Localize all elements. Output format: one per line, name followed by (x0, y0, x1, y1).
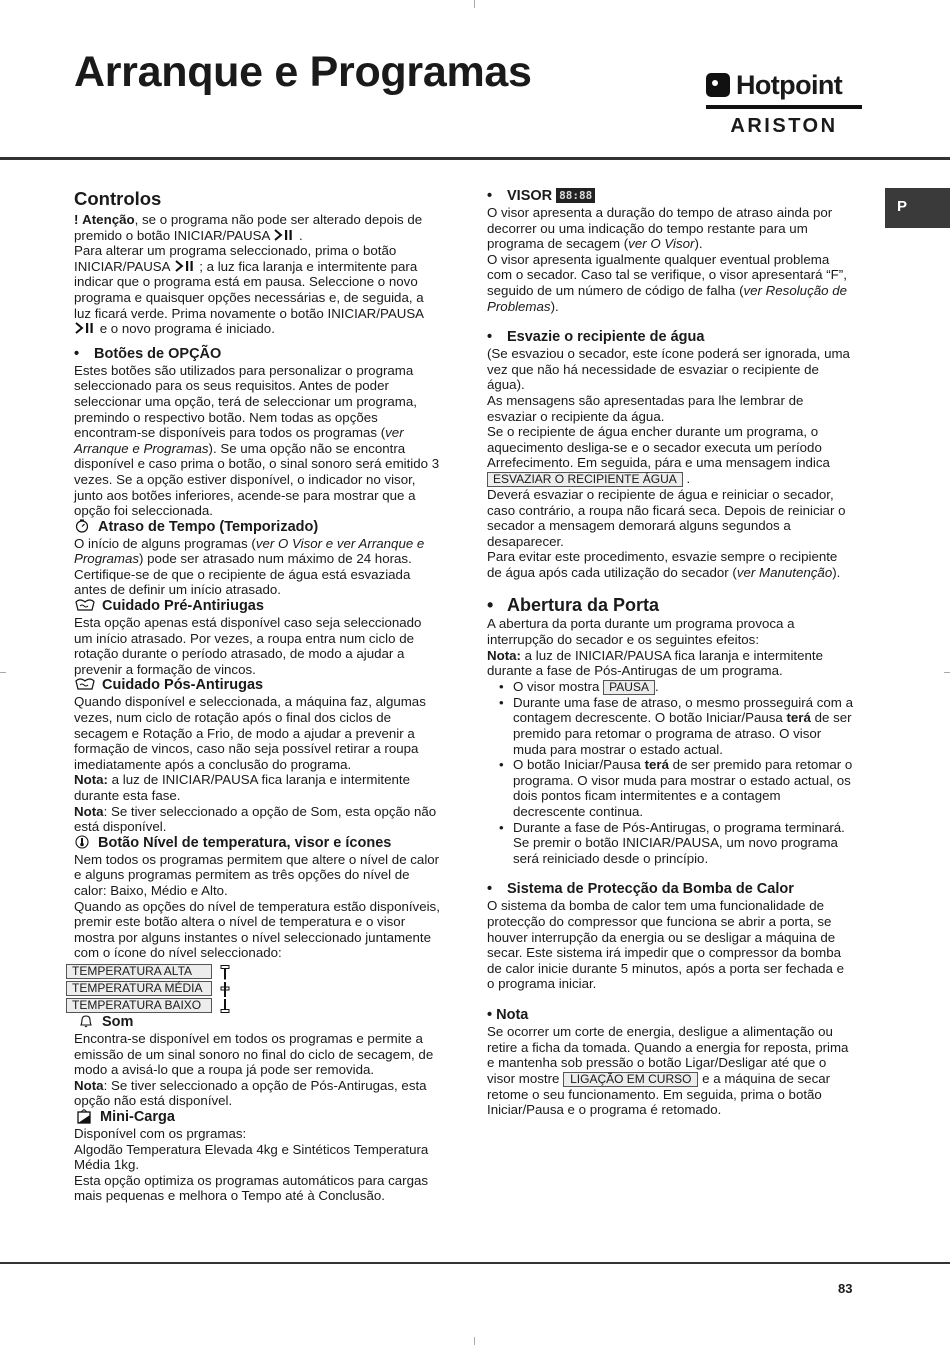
post-note-1 (74, 772, 442, 803)
temperature-level-medium (66, 980, 442, 997)
attention-paragraph (74, 212, 442, 243)
mini-load-paragraph-2: Algodão Temperatura Elevada 4kg e Sintéticos Temperatura Média 1kg. (74, 1141, 429, 1173)
temperature-title-text: Botão Nível de temperatura, visor e ícones (98, 834, 392, 851)
option-text-2: ). Se uma opção não se encontra disponível e caso prima o botão, o sinal sonoro será emitido 3 vezes. Se a opção estiver disponível, o indicador no visor, junto aos botões inferiores, acende-se para mostrar que a opção foi seleccionada. (74, 440, 440, 519)
left-column (74, 188, 442, 1204)
crop-mark (944, 672, 950, 673)
attention-label: Atenção (82, 212, 135, 227)
delay-text-2: ) pode ser atrasado num máximo de 24 horas. Certifique-se de que o recipiente de água está esvaziada antes de definir um início atrasado. (74, 551, 412, 598)
note-text: a luz de INICIAR/PAUSA fica laranja e intermitente durante esta fase. (74, 772, 411, 803)
empty-ref: ver Manutenção (736, 564, 833, 580)
crop-mark (474, 0, 475, 8)
nota-paragraph (487, 1024, 853, 1118)
nota-title-text: Nota (496, 1006, 529, 1023)
temperature-level-low (66, 997, 442, 1014)
crop-mark (0, 672, 6, 673)
mini-load-paragraph-1: Disponível com os prgramas: (74, 1125, 247, 1141)
right-column (487, 188, 853, 1118)
logo-sub-text: ARISTON (730, 115, 838, 137)
visor-heading (487, 188, 853, 205)
temperature-heading (74, 835, 442, 852)
language-tab: P (885, 188, 950, 228)
list-item (513, 757, 853, 819)
post-title-text: Cuidado Pós-Antirugas (102, 677, 264, 694)
door-effects-list (487, 679, 853, 867)
empty-text: . (686, 470, 691, 486)
play-pause-icon (74, 322, 96, 334)
thermo-low-icon (220, 999, 230, 1018)
delay-ref: ver O Visor e ver Arranque e Programas (74, 535, 425, 567)
page-number: 83 (838, 1281, 853, 1296)
door-b2-text: Durante uma fase de atraso, o mesmo prosseguirá com a contagem decrescente. O botão Iniciar/Pausa (513, 694, 853, 726)
door-b3-text: de ser premido para retomar o programa. O visor muda para mostrar o estado actual, os dois pontos ficam intermitentes e a contagem decrescente continua. (513, 757, 853, 819)
visor-text: O visor apresenta igualmente qualquer eventual problema com o secador. Caso tal se verifique, o visor apresentará “F”, seguido de um número de código de falha ( (487, 251, 847, 298)
pre-antiwrinkle-paragraph: Esta opção apenas está disponível caso seja seleccionado um início atrasado. Por vezes, a roupa entra num ciclo de rotação durante o período atrasado, de modo a ajudar a prevenir a formação de vincos. (74, 615, 422, 677)
hotpoint-mark-icon (706, 73, 730, 97)
door-b3-text: O botão Iniciar/Pausa (513, 757, 645, 773)
sound-heading (74, 1014, 442, 1031)
door-b1-end: . (654, 678, 659, 694)
option-paragraph (74, 363, 442, 519)
display-message: TEMPERATURA ALTA (66, 964, 212, 979)
post-antiwrinkle-paragraph: Quando disponível e seleccionada, a máquina faz, algumas vezes, num ciclo de rotação após o final dos ciclos de secagem e Rotação a Frio, de modo a ajudar a prevenir a formação de vincos, caso não seja possível retirar a roupa imediatamente após a conclusão do programa. (74, 694, 426, 772)
visor-text: O visor apresenta a duração do tempo de atraso ainda por decorrer ou uma indicação do tempo restante para um programa de secagem ( (487, 205, 833, 252)
note-label: Nota: (74, 772, 108, 788)
empty-paragraph-1: (Se esvaziou o secador, este ícone poderá ser ignorada, uma vez que não há necessidade de esvaziar o recipiente de água). (487, 346, 850, 393)
empty-text: ). (832, 564, 841, 580)
nota-text: e a máquina de secar retome o seu funcionamento. Em seguida, prima o botão Iniciar/Pausa e o programa é retomado. (487, 1070, 831, 1118)
note-label: Nota: (487, 647, 521, 663)
empty-paragraph-2: As mensagens são apresentadas para lhe lembrar de esvaziar o recipiente da água. (487, 392, 804, 424)
empty-water-heading: • Esvazie o recipiente de água (487, 329, 853, 346)
temperature-level-list (66, 963, 442, 1014)
note-text: : Se tiver seleccionado a opção de Pós-Antirugas, esta opção não está disponível. (74, 1077, 427, 1109)
attention-mark: ! (74, 212, 79, 227)
note-label: Nota (74, 1077, 104, 1093)
pre-title-text: Cuidado Pré-Antiriugas (102, 598, 264, 615)
list-item (513, 679, 853, 695)
display-message: TEMPERATURA MÉDIA (66, 981, 212, 996)
door-note (487, 648, 853, 679)
door-b2-bold: terá (786, 710, 811, 726)
post-note-2 (74, 804, 442, 835)
bell-icon (78, 1014, 96, 1027)
note-text: : Se tiver seleccionado a opção de Som, esta opção não está disponível. (74, 803, 437, 835)
heat-pump-paragraph: O sistema da bomba de calor tem uma funcionalidade de protecção do compressor que funciona se abrir a porta, se houver interrupção da energia ou se desligar a máquina de secar. Este sistema irá impedir que o compressor da bomba de calor inicie durante 5 minutos, após a porta ser fechada e o programa iniciar. (487, 898, 845, 992)
mini-load-icon (76, 1109, 94, 1122)
option-ref: ver Arranque e Programas (74, 425, 404, 456)
empty-paragraph-4: Deverá esvaziar o recipiente de água e reiniciar o secador, caso contrário, a roupa não ficará seca. Depois de reiniciar o secador a mensagem demorará alguns segundos a desaparecer. (487, 486, 846, 549)
empty-paragraph-5 (487, 549, 853, 580)
sound-title-text: Som (102, 1013, 134, 1030)
display-message: TEMPERATURA BAIXO (66, 998, 212, 1013)
thermometer-icon (74, 835, 92, 848)
visor-text: ). (694, 236, 703, 252)
change-text-2: ; a luz fica laranja e intermitente para indicar que o programa está em pausa. Seleccione o novo programa e quaisquer opções necessárias e, de seguida, a luz ficará verde. Prima novamente o botão INICIAR/PAUSA (74, 258, 424, 321)
header-rule (0, 157, 950, 160)
mini-load-paragraph-3: Esta opção optimiza os programas automáticos para cargas mais pequenas e melhora o Tempo até à Conclusão. (74, 1172, 429, 1204)
visor-paragraph-1 (487, 205, 853, 252)
crop-mark (474, 1337, 475, 1345)
mini-title-text: Mini-Carga (100, 1108, 175, 1125)
visor-text: ). (550, 298, 559, 314)
change-text-1: Para alterar um programa seleccionado, prima o botão INICIAR/PAUSA (74, 243, 397, 274)
option-buttons-heading: • Botões de OPÇÃO (74, 346, 442, 363)
controls-heading: Controlos (74, 188, 162, 209)
sound-paragraph: Encontra-se disponível em todos os programas e permite a emissão de um sinal sonoro no final do ciclo de secagem, de modo a avisá-lo que a roupa já pode ser removida. (74, 1030, 434, 1078)
display-message: ESVAZIAR O RECIPIENTE ÁGUA (487, 472, 683, 487)
list-item (513, 695, 853, 757)
nota-text: Se ocorrer um corte de energia, desligue a alimentação ou retire a ficha da tomada. Quando a energia for reposta, prima e mantenha sob pressão o botão Ligar/Desligar até que o visor mostre (487, 1023, 849, 1086)
empty-text: Para evitar este procedimento, esvazie sempre o recipiente de água após cada utilização do secador ( (487, 549, 838, 580)
door-paragraph-1: A abertura da porta durante um programa provoca a interrupção do secador e os seguintes efeitos: (487, 616, 795, 648)
empty-paragraph-3 (487, 424, 853, 487)
delay-heading (74, 519, 442, 536)
anti-wrinkle-icon (74, 677, 96, 690)
lcd-display-icon: 88:88 (556, 188, 595, 203)
brand-logo (706, 68, 862, 138)
sound-note (74, 1078, 442, 1109)
change-program-paragraph (74, 243, 442, 337)
mini-load-heading (74, 1109, 442, 1126)
delay-title-text: Atraso de Tempo (Temporizado) (98, 518, 319, 535)
footer-rule (0, 1262, 950, 1264)
visor-paragraph-2 (487, 252, 853, 314)
door-opening-heading: • Abertura da Porta (487, 595, 853, 616)
empty-text: Se o recipiente de água encher durante um programa, o aquecimento desliga-se e o secador executa um período Arrefecimento. Em seguida, pára e uma mensagem indica (487, 424, 830, 471)
display-message: PAUSA (603, 680, 655, 695)
door-b2-text: de ser premido para retomar o programa de atraso. O visor muda para mostrar o estado actual. (513, 710, 852, 757)
display-message: LIGAÇÃO EM CURSO (563, 1072, 698, 1087)
door-b1-text: O visor mostra (513, 678, 600, 694)
note-label: Nota (74, 803, 104, 819)
post-antiwrinkle-heading (74, 677, 442, 694)
attention-end: . (299, 227, 303, 243)
attention-text: , se o programa não pode ser alterado depois de premido o botão INICIAR/PAUSA (74, 212, 423, 243)
page-title: Arranque e Programas (74, 48, 532, 96)
nota-heading: • Nota (487, 1006, 529, 1023)
logo-rule (706, 105, 862, 109)
door-b3-bold: terá (644, 757, 669, 773)
delay-text-1: O início de alguns programas ( (74, 535, 256, 551)
temperature-paragraph-2: Quando as opções do nível de temperatura estão disponíveis, premir este botão altera o nível de temperatura e o visor mostra por alguns instantes o nível seleccionado juntamente com o ícone do nível seleccionado: (74, 898, 440, 961)
option-text-1: Estes botões são utilizados para personalizar o programa seleccionado para os seus requisitos. Antes de poder seleccionar uma opção, terá de seleccionar um programa, premindo o respectivo botão. Nem todas as opções encontram-se disponíveis para todos os programas ( (74, 362, 417, 441)
logo-brand-text: Hotpoint (736, 69, 843, 100)
list-item: • Durante a fase de Pós-Antirugas, o programa terminará. Se premir o botão INICIAR/PAUSA, um novo programa será reiniciado desde o princípio. (513, 820, 853, 867)
visor-title-text: VISOR (507, 188, 553, 204)
temperature-level-high (66, 963, 442, 980)
temperature-paragraph-1: Nem todos os programas permitem que altere o nível de calor e alguns programas permitem as três opções do nível de calor: Baixo, Médio e Alto. (74, 851, 440, 898)
play-pause-icon (174, 260, 196, 272)
play-pause-icon (273, 229, 295, 241)
delay-paragraph (74, 536, 442, 598)
anti-wrinkle-icon (74, 598, 96, 611)
change-text-3: e o novo programa é iniciado. (99, 321, 275, 337)
timer-icon (74, 519, 92, 532)
note-text: a luz de INICIAR/PAUSA fica laranja e intermitente durante a fase de Pós-Antirugas de um programa. (487, 647, 824, 679)
visor-ref: ver O Visor (628, 236, 695, 252)
pre-antiwrinkle-heading (74, 598, 442, 615)
visor-ref: ver Resolução de Problemas (487, 282, 847, 314)
heat-pump-heading: • Sistema de Protecção da Bomba de Calor (487, 881, 853, 898)
